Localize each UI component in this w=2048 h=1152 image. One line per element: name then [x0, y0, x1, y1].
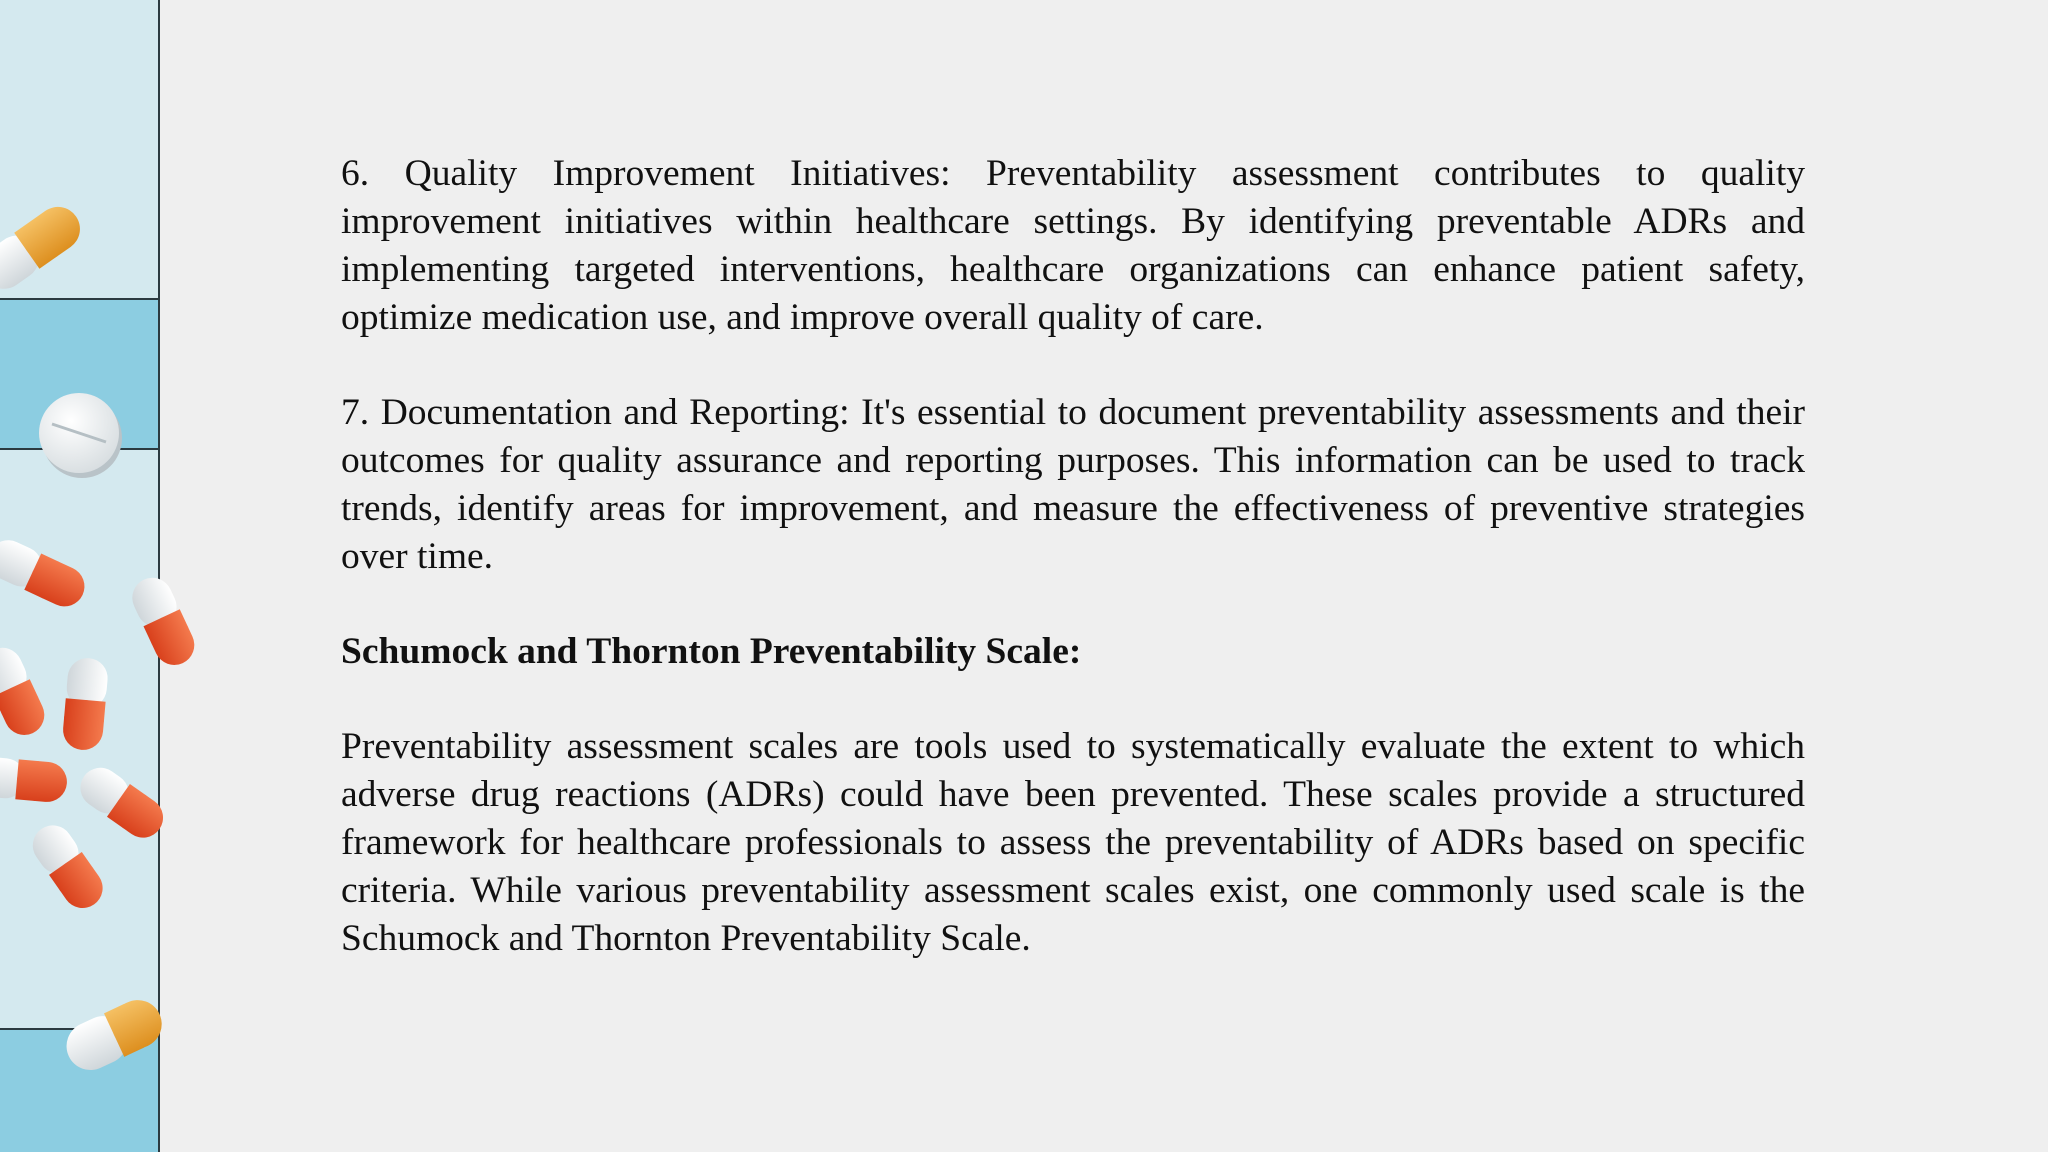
tablet-icon: [39, 393, 122, 478]
capsule-icon: [0, 198, 89, 297]
capsule-icon: [61, 656, 109, 751]
capsule-icon: [0, 755, 69, 803]
capsule-icon: [73, 760, 171, 846]
capsule-icon: [25, 818, 111, 916]
capsule-icon: [59, 992, 170, 1078]
paragraph-scale-description: Preventability assessment scales are tools used to systematically evaluate the extent to which adverse drug reactions (ADRs) could have been prevented. These scales provide a structured framework for healthcare professionals to assess the preventability of ADRs based on specific criteria. While various preventability assessment scales exist, one commonly used scale is the Schumock and Thornton Preventability Scale.: [341, 726, 1805, 959]
capsule-icon: [126, 571, 201, 671]
pills-illustration: [0, 0, 200, 1152]
paragraph-documentation-reporting: 7. Documentation and Reporting: It's essential to document preventability assessments and their outcomes for quality assurance and reporting purposes. This information can be used to track trends, identify areas for improvement, and measure the effectiveness of preventive strategies over time.: [341, 392, 1805, 577]
capsule-icon: [0, 534, 91, 613]
section-heading: Schumock and Thornton Preventability Scale:: [341, 631, 1082, 672]
capsule-icon: [0, 641, 51, 741]
slide-body: [341, 150, 1805, 1010]
paragraph-quality-improvement: 6. Quality Improvement Initiatives: Preventability assessment contributes to quality improvement initiatives within healthcare settings. By identifying preventable ADRs and implementing targeted interventions, healthcare organizations can enhance patient safety, optimize medication use, and improve overall quality of care.: [341, 153, 1805, 338]
